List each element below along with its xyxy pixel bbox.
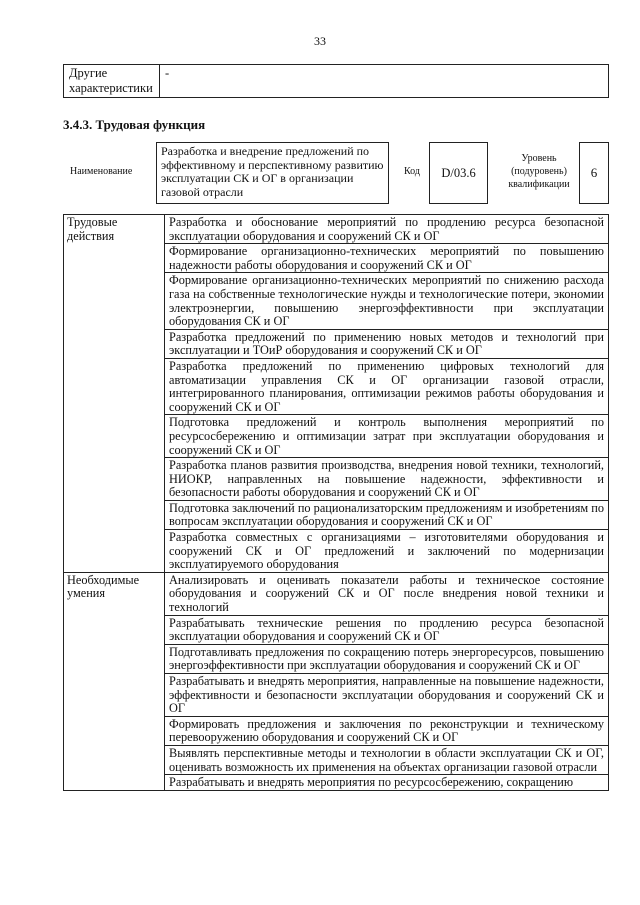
skill-item: Анализировать и оценивать показатели работы и техническое состояние оборудования и сооружений СК и ОГ после внедрения новой техники и технологий	[165, 572, 609, 615]
section-title: 3.4.3. Трудовая функция	[63, 117, 206, 132]
labor-action-item: Разработка планов развития производства, внедрения новой техники, технологий, НИОКР, направленных на повышение надежности, эффективности и безопасности работы оборудования и сооружений СК и ОГ	[165, 458, 609, 501]
page-number: 33	[314, 34, 326, 48]
skill-item: Разрабатывать и внедрять мероприятия по ресурсосбережению, сокращению	[165, 775, 609, 791]
labor-actions-label: Трудовые действия	[64, 215, 165, 573]
other-characteristics-table	[63, 64, 609, 98]
function-code-label: Код	[404, 166, 420, 177]
function-name: Разработка и внедрение предложений по эффективному и перспективному развитию эксплуатации СК и ОГ в организации газовой отрасли	[156, 142, 389, 204]
function-details-table	[63, 214, 609, 791]
other-characteristics-label: Другие характеристики	[64, 65, 160, 98]
skill-item: Выявлять перспективные методы и технологии в области эксплуатации СК и ОГ, оценивать возможность их применения на объектах организации газовой отрасли	[165, 745, 609, 774]
function-name-label: Наименование	[70, 166, 133, 177]
labor-action-item: Подготовка предложений и контроль выполнения мероприятий по ресурсосбережению и оптимизации затрат при эксплуатации оборудования и сооружений СК и ОГ	[165, 415, 609, 458]
table-row	[64, 65, 609, 98]
labor-action-item: Разработка и обоснование мероприятий по продлению ресурса безопасной эксплуатации оборудования и сооружений СК и ОГ	[165, 215, 609, 244]
table-row	[64, 572, 609, 615]
other-characteristics-value: -	[160, 65, 609, 98]
qualification-level-label: Уровень (подуровень) квалификации	[508, 153, 570, 190]
skill-item: Разрабатывать и внедрять мероприятия, направленные на повышение надежности, эффективности и безопасности эксплуатации оборудования и сооружений СК и ОГ	[165, 674, 609, 717]
labor-action-item: Разработка предложений по применению цифровых технологий для автоматизации управления СК и ОГ организации газовой отрасли, интегрированного планирования, оптимизации режимов работы оборудования и сооружений СК и ОГ	[165, 358, 609, 414]
skill-item: Разрабатывать технические решения по продлению ресурса безопасной эксплуатации оборудования и сооружений СК и ОГ	[165, 615, 609, 644]
labor-action-item: Подготовка заключений по рационализаторским предложениям и изобретениям по вопросам эксплуатации оборудования и сооружений СК и ОГ	[165, 500, 609, 529]
labor-action-item: Разработка предложений по применению новых методов и технологий при эксплуатации и ТОиР оборудования и сооружений СК и ОГ	[165, 329, 609, 358]
labor-action-item: Формирование организационно-технических мероприятий по снижению расхода газа на собственные технологические нужды и технологические потери, экономии электроэнергии, повышению энергоэффективности при эксплуатации оборудования СК и ОГ	[165, 273, 609, 329]
skill-item: Подготавливать предложения по сокращению потерь энергоресурсов, повышению энергоэффективности при эксплуатации оборудования и сооружений СК и ОГ	[165, 644, 609, 673]
skills-label: Необходимые умения	[64, 572, 165, 790]
labor-action-item: Разработка совместных с организациями – изготовителями оборудования и сооружений СК и ОГ предложений и заключений по модернизации эксплуатируемого оборудования	[165, 530, 609, 573]
labor-action-item: Формирование организационно-технических мероприятий по повышению надежности работы оборудования и сооружений СК и ОГ	[165, 244, 609, 273]
function-code: D/03.6	[429, 142, 488, 204]
table-row	[64, 215, 609, 244]
skill-item: Формировать предложения и заключения по реконструкции и техническому перевооружению оборудования и сооружений СК и ОГ	[165, 716, 609, 745]
qualification-level: 6	[579, 142, 609, 204]
